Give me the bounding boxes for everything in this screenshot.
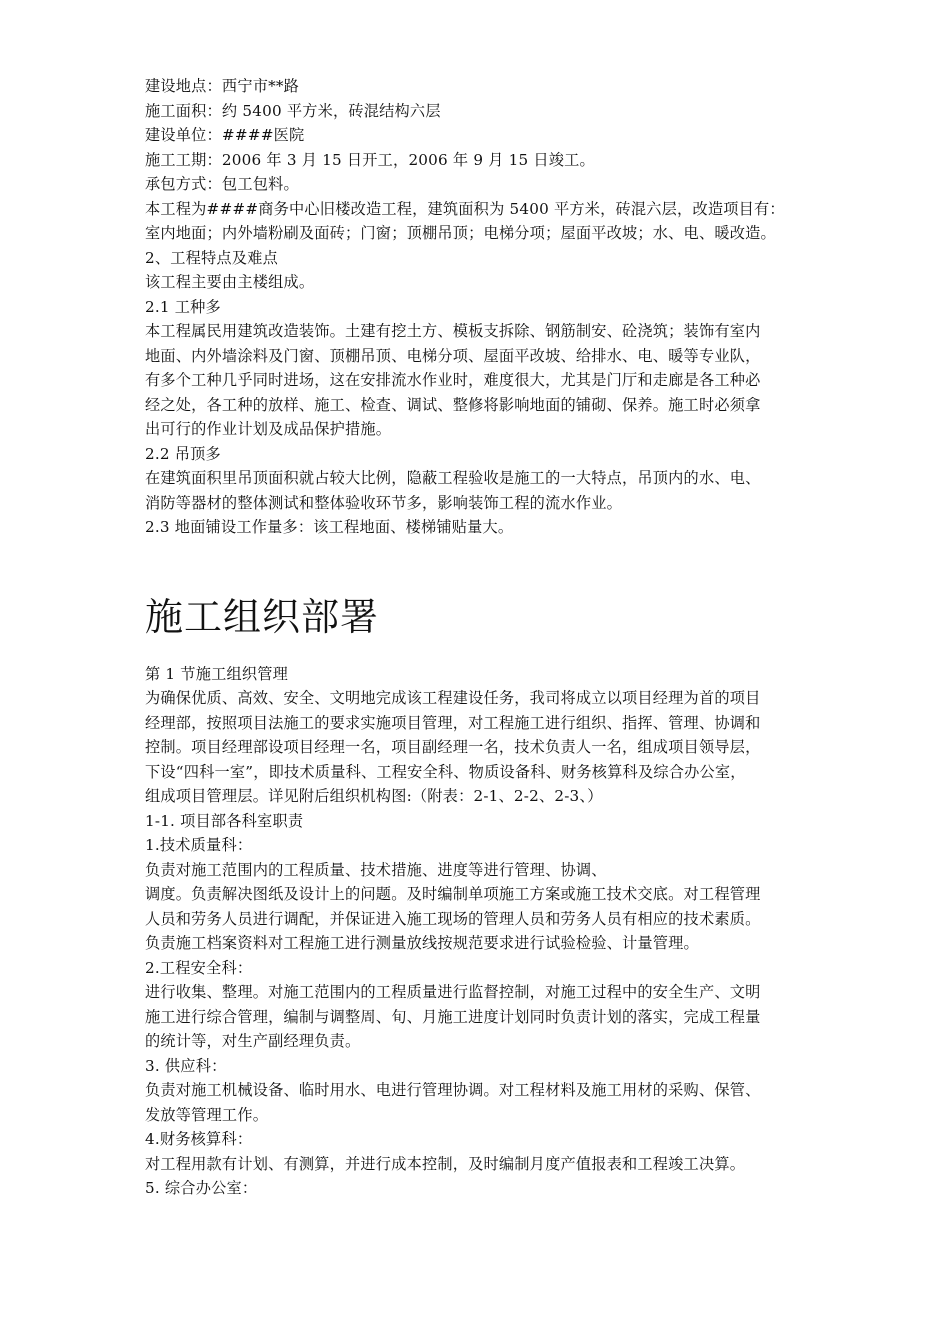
overview-text-line: 有多个工种几乎同时进场，这在安排流水作业时，难度很大，尤其是门厅和走廊是各工种必 — [145, 371, 761, 389]
organization-text-line: 4.财务核算科： — [145, 1130, 253, 1148]
organization-text-line: 施工进行综合管理，编制与调整周、旬、月施工进度计划同时负责计划的落实，完成工程量 — [145, 1007, 761, 1026]
organization-text-line: 负责对施工范围内的工程质量、技术措施、进度等进行管理、协调、 — [145, 860, 607, 879]
organization-text-line: 进行收集、整理。对施工范围内的工程质量进行监督控制，对施工过程中的安全生产、文明 — [145, 983, 761, 1001]
overview-text-line: 承包方式：包工包料。 — [145, 175, 299, 193]
overview-text-line: 建设地点：西宁市**路 — [145, 77, 300, 95]
overview-text-line: 经之处，各工种的放样、施工、检查、调试、整修将影响地面的铺砌、保养。施工时必须拿 — [145, 395, 761, 414]
overview-text-line: 本工程属民用建筑改造装饰。土建有挖土方、模板支拆除、钢筋制安、砼浇筑；装饰有室内 — [145, 322, 761, 340]
organization-text-line: 人员和劳务人员进行调配，并保证进入施工现场的管理人员和劳务人员有相应的技术素质。 — [145, 909, 761, 928]
organization-text-line: 5. 综合办公室： — [145, 1179, 258, 1197]
project-overview-section — [145, 74, 815, 540]
organization-text-line: 对工程用款有计划、有测算，并进行成本控制，及时编制月度产值报表和工程竣工决算。 — [145, 1154, 746, 1173]
organization-text-line: 的统计等，对生产副经理负责。 — [145, 1032, 361, 1050]
overview-text-line: 本工程为####商务中心旧楼改造工程，建筑面积为 5400 平方米，砖混六层，改造项目有： — [145, 199, 785, 218]
organization-text-line: 第 1 节施工组织管理 — [145, 664, 289, 683]
overview-text-line: 出可行的作业计划及成品保护措施。 — [145, 420, 392, 438]
overview-text-line: 2.2 吊顶多 — [145, 444, 221, 463]
overview-text-line: 地面、内外墙涂料及门窗、顶棚吊顶、电梯分项、屋面平改坡、给排水、电、暖等专业队， — [145, 346, 761, 365]
overview-text-line: 建设单位：####医院 — [145, 126, 305, 144]
overview-text-line: 消防等器材的整体测试和整体验收环节多，影响装饰工程的流水作业。 — [145, 493, 623, 512]
overview-text-line: 施工面积：约 5400 平方米，砖混结构六层 — [145, 101, 441, 120]
overview-text-line: 2、工程特点及难点 — [145, 248, 278, 267]
overview-text-line: 在建筑面积里吊顶面积就占较大比例，隐蔽工程验收是施工的一大特点，吊顶内的水、电、 — [145, 469, 761, 487]
organization-text-line: 负责施工档案资料对工程施工进行测量放线按规范要求进行试验检验、计量管理。 — [145, 934, 699, 952]
overview-text-line: 2.3 地面铺设工作量多：该工程地面、楼梯铺贴量大。 — [145, 518, 514, 536]
section-heading: 施工组织部署 — [145, 594, 380, 639]
organization-text-line: 1-1. 项目部各科室职责 — [145, 811, 304, 830]
organization-text-line: 下设“四科一室”，即技术质量科、工程安全科、物质设备科、财务核算科及综合办公室， — [145, 762, 746, 781]
document-page — [145, 74, 815, 1201]
organization-text-line: 经理部，按照项目法施工的要求实施项目管理，对工程施工进行组织、指挥、管理、协调和 — [145, 713, 761, 732]
organization-text-line: 调度。负责解决图纸及设计上的问题。及时编制单项施工方案或施工技术交底。对工程管理 — [145, 885, 761, 903]
organization-section — [145, 662, 815, 1201]
organization-text-line: 控制。项目经理部设项目经理一名，项目副经理一名，技术负责人一名，组成项目领导层， — [145, 738, 761, 756]
organization-text-line: 负责对施工机械设备、临时用水、电进行管理协调。对工程材料及施工用材的采购、保管、 — [145, 1081, 761, 1099]
organization-text-line: 3. 供应科： — [145, 1056, 227, 1075]
overview-text-line: 施工工期：2006 年 3 月 15 日开工，2006 年 9 月 15 日竣工。 — [145, 150, 595, 169]
organization-text-line: 发放等管理工作。 — [145, 1105, 269, 1124]
overview-text-line: 2.1 工种多 — [145, 297, 221, 316]
overview-text-line: 该工程主要由主楼组成。 — [145, 273, 315, 291]
organization-text-line: 组成项目管理层。详见附后组织机构图:（附表：2-1、2-2、2-3、） — [145, 787, 603, 805]
overview-text-line: 室内地面；内外墙粉刷及面砖；门窗；顶棚吊顶；电梯分项；屋面平改坡；水、电、暖改造。 — [145, 224, 776, 242]
organization-text-line: 为确保优质、高效、安全、文明地完成该工程建设任务，我司将成立以项目经理为首的项目 — [145, 689, 761, 707]
organization-text-line: 2.工程安全科： — [145, 958, 253, 977]
organization-text-line: 1.技术质量科： — [145, 836, 253, 854]
